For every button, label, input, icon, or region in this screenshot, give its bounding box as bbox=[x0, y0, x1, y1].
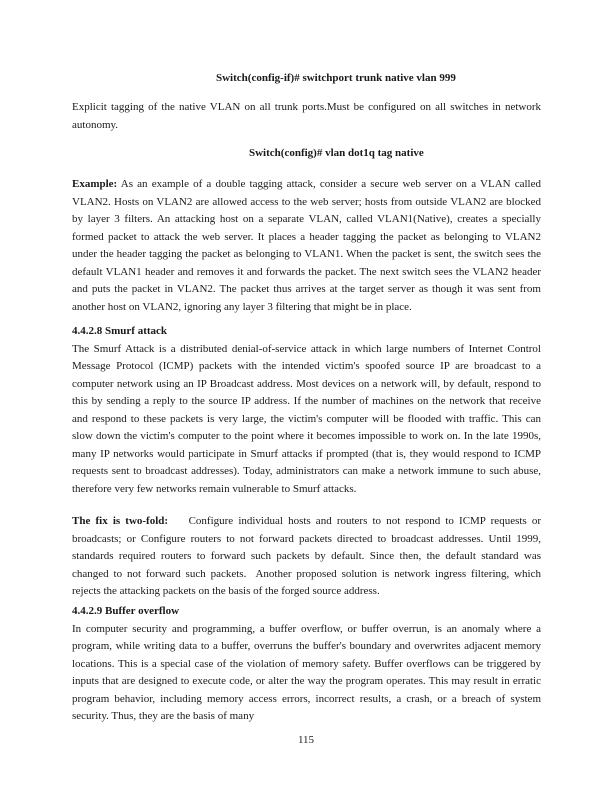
example-lead: Example: bbox=[72, 178, 118, 190]
fix-paragraph bbox=[72, 513, 544, 601]
fix-lead: The fix is two-fold: bbox=[72, 515, 169, 527]
smurf-body: The Smurf Attack is a distributed denial-of-service attack in which large numbers of Internet Control Message Protocol (ICMP) packets with the intended victim's spoofed source IP are broadcast to a computer network using an IP Broadcast address. Most devices on a network will, by default, respond to this by sending a reply to the source IP address. If the number of machines on the network that receive and respond to these packets is very large, the victim's computer will be flooded with traffic. This can slow down the victim's computer to the point where it becomes impossible to work on. In the late 1990s, many IP networks would participate in Smurf attacks if prompted (that is, they would respond to ICMP requests sent to broadcast addresses). Today, administrators can make a network immune to such abuse, therefore very few networks remain vulnerable to Smurf attacks. bbox=[72, 342, 541, 495]
fix-text: Configure individual hosts and routers to not respond to ICMP requests or broadcasts; or Configure routers to not forward packets directed to broadcast addresses. Until 1999, standards required routers to forward such packets by default. Since then, the default standard was changed to not forward such packets. Another proposed solution is network ingress filtering, which rejects the attacking packets on the basis of the forged source address. bbox=[72, 515, 544, 597]
command-dot1q-tag: Switch(config)# vlan dot1q tag native bbox=[249, 147, 424, 159]
buffer-section bbox=[72, 603, 541, 726]
example-text: As an example of a double tagging attack, consider a secure web server on a VLAN called VLAN2. Hosts on VLAN2 are allowed access to the web server; hosts from outside VLAN2 are blocked by layer 3 filters. An attacking host on a separate VLAN, called VLAN1(Native), creates a specially formed packet to attack the web server. It places a header tagging the packet as belonging to VLAN2 under the header tagging the packet as belonging to VLAN1. When the packet is sent, the switch sees the default VLAN1 header and removes it and forwards the packet. The next switch sees the VLAN2 header and puts the packet in VLAN2. The packet thus arrives at the target server as though it was sent from another host on VLAN2, ignoring any layer 3 filtering that might be in place. bbox=[72, 178, 541, 313]
buffer-heading: 4.4.2.9 Buffer overflow bbox=[72, 605, 180, 617]
smurf-heading: 4.4.2.8 Smurf attack bbox=[72, 325, 168, 337]
smurf-section bbox=[72, 323, 541, 498]
command-native-vlan: Switch(config-if)# switchport trunk native vlan 999 bbox=[216, 72, 456, 84]
example-paragraph bbox=[72, 176, 541, 316]
buffer-body: In computer security and programming, a buffer overflow, or buffer overrun, is an anomaly where a program, while writing data to a buffer, overruns the buffer's boundary and overwrites adjacent memory locations. This is a special case of the violation of memory safety. Buffer overflows can be triggered by inputs that are designed to execute code, or alter the way the program operates. This may result in erratic program behavior, including memory access errors, incorrect results, a crash, or a breach of system security. Thus, they are the basis of many bbox=[72, 622, 541, 722]
page-number: 115 bbox=[297, 734, 315, 746]
native-vlan-note: Explicit tagging of the native VLAN on all trunk ports.Must be configured on all switches in network autonomy. bbox=[72, 101, 541, 131]
